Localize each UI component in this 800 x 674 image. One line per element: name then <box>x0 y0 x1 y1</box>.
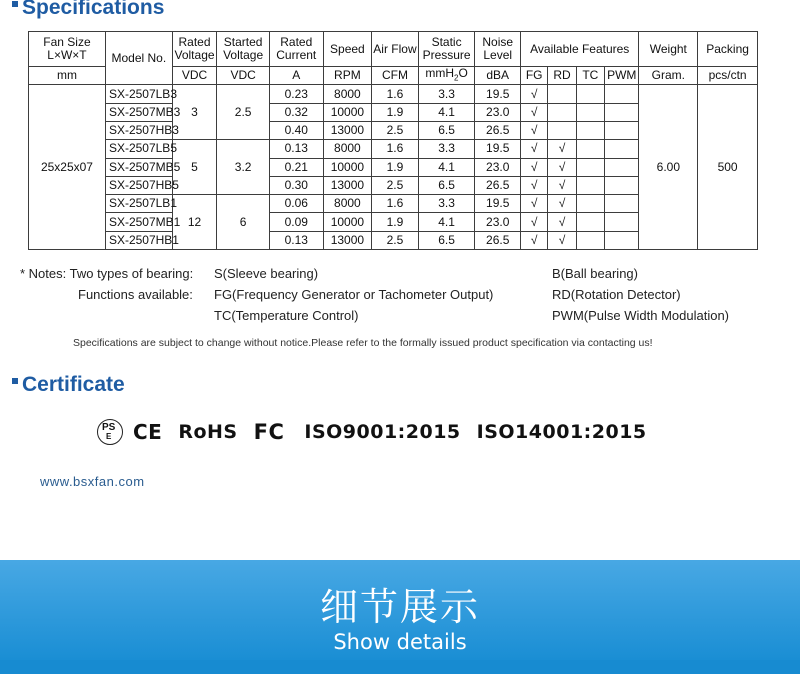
air-flow-cell: 1.9 <box>372 103 419 121</box>
air-flow-cell: 2.5 <box>372 176 419 194</box>
header-noise-level: Noise Level <box>475 32 521 67</box>
weight-cell: 6.00 <box>639 85 698 250</box>
header-static-pressure: Static Pressure <box>418 32 475 67</box>
air-flow-cell: 1.6 <box>372 195 419 213</box>
started-voltage-cell: 6 <box>217 195 270 250</box>
header-packing: Packing <box>698 32 758 67</box>
header-available-features: Available Features <box>520 32 638 67</box>
specifications-title: Specifications <box>22 0 165 19</box>
speed-cell: 8000 <box>323 195 372 213</box>
pwm-cell <box>605 176 639 194</box>
noise-level-cell: 23.0 <box>475 213 521 231</box>
certificate-heading <box>12 374 125 395</box>
air-flow-cell: 1.9 <box>372 158 419 176</box>
rd-cell: √ <box>548 158 576 176</box>
header-rated-voltage: Rated Voltage <box>172 32 217 67</box>
static-pressure-cell: 3.3 <box>418 85 475 103</box>
rated-current-cell: 0.21 <box>269 158 323 176</box>
notes-bearing-label: * Notes: Two types of bearing: <box>20 266 194 281</box>
certificate-logos <box>97 418 647 446</box>
air-flow-cell: 2.5 <box>372 121 419 139</box>
tc-cell <box>576 103 604 121</box>
fan-size-cell: 25x25x07 <box>29 85 106 250</box>
iso14001-mark: ISO14001:2015 <box>476 421 647 443</box>
unit-fg: FG <box>520 67 547 85</box>
website-link[interactable]: www.bsxfan.com <box>40 474 145 489</box>
pwm-cell <box>605 140 639 158</box>
notes-tc: TC(Temperature Control) <box>214 308 359 323</box>
banner-subtitle: Show details <box>333 630 467 654</box>
model-cell: SX-2507HB5 <box>105 176 172 194</box>
rated-voltage-cell: 5 <box>172 140 217 195</box>
pwm-cell <box>605 121 639 139</box>
tc-cell <box>576 158 604 176</box>
tc-cell <box>576 140 604 158</box>
certificate-title: Certificate <box>22 373 125 396</box>
static-pressure-cell: 6.5 <box>418 121 475 139</box>
notes-rd: RD(Rotation Detector) <box>552 287 681 302</box>
notes-functions-label: Functions available: <box>78 287 193 302</box>
table-row <box>29 85 758 103</box>
disclaimer-text: Specifications are subject to change without notice.Please refer to the formally issued product specification via contacting us! <box>73 337 653 349</box>
unit-speed: RPM <box>323 67 372 85</box>
unit-fan-size: mm <box>29 67 106 85</box>
tc-cell <box>576 176 604 194</box>
noise-level-cell: 26.5 <box>475 121 521 139</box>
iso9001-mark: ISO9001:2015 <box>304 421 461 443</box>
static-pressure-cell: 4.1 <box>418 213 475 231</box>
specifications-heading <box>12 0 164 18</box>
rated-current-cell: 0.09 <box>269 213 323 231</box>
model-cell: SX-2507HB1 <box>105 231 172 249</box>
air-flow-cell: 1.9 <box>372 213 419 231</box>
unit-weight: Gram. <box>639 67 698 85</box>
air-flow-cell: 2.5 <box>372 231 419 249</box>
tc-cell <box>576 213 604 231</box>
pwm-cell <box>605 213 639 231</box>
static-pressure-cell: 6.5 <box>418 176 475 194</box>
fc-mark: FC <box>253 420 285 444</box>
table-header-row <box>29 32 758 67</box>
model-cell: SX-2507HB3 <box>105 121 172 139</box>
unit-started-voltage: VDC <box>217 67 270 85</box>
rd-cell: √ <box>548 213 576 231</box>
rated-voltage-cell: 3 <box>172 85 217 140</box>
header-speed: Speed <box>323 32 372 67</box>
notes-pwm: PWM(Pulse Width Modulation) <box>552 308 729 323</box>
speed-cell: 13000 <box>323 121 372 139</box>
static-pressure-cell: 3.3 <box>418 195 475 213</box>
header-rated-current: Rated Current <box>269 32 323 67</box>
unit-pwm: PWM <box>605 67 639 85</box>
pwm-cell <box>605 85 639 103</box>
noise-level-cell: 19.5 <box>475 85 521 103</box>
speed-cell: 8000 <box>323 140 372 158</box>
tc-cell <box>576 121 604 139</box>
specifications-table <box>28 31 758 250</box>
rated-current-cell: 0.40 <box>269 121 323 139</box>
speed-cell: 10000 <box>323 213 372 231</box>
air-flow-cell: 1.6 <box>372 140 419 158</box>
header-air-flow: Air Flow <box>372 32 419 67</box>
static-pressure-cell: 3.3 <box>418 140 475 158</box>
speed-cell: 10000 <box>323 158 372 176</box>
pwm-cell <box>605 158 639 176</box>
pwm-cell <box>605 103 639 121</box>
rd-cell: √ <box>548 176 576 194</box>
tc-cell <box>576 85 604 103</box>
notes-ball: B(Ball bearing) <box>552 266 638 281</box>
noise-level-cell: 26.5 <box>475 231 521 249</box>
bullet-square-icon <box>12 378 18 384</box>
static-pressure-cell: 6.5 <box>418 231 475 249</box>
fg-cell: √ <box>520 158 547 176</box>
fg-cell: √ <box>520 195 547 213</box>
unit-packing: pcs/ctn <box>698 67 758 85</box>
banner-title: 细节展示 <box>319 585 480 629</box>
static-pressure-cell: 4.1 <box>418 158 475 176</box>
noise-level-cell: 23.0 <box>475 158 521 176</box>
bullet-square-icon <box>12 1 18 7</box>
rated-current-cell: 0.13 <box>269 231 323 249</box>
unit-rated-voltage: VDC <box>172 67 217 85</box>
rated-current-cell: 0.32 <box>269 103 323 121</box>
model-cell: SX-2507MB3 <box>105 103 172 121</box>
pwm-cell <box>605 231 639 249</box>
pwm-cell <box>605 195 639 213</box>
started-voltage-cell: 2.5 <box>217 85 270 140</box>
model-cell: SX-2507LB1 <box>105 195 172 213</box>
model-cell: SX-2507LB5 <box>105 140 172 158</box>
rated-voltage-cell: 12 <box>172 195 217 250</box>
pse-mark-icon: PS E <box>97 419 123 445</box>
rd-cell: √ <box>548 231 576 249</box>
header-fan-size: Fan Size L×W×T <box>29 32 106 67</box>
rated-current-cell: 0.30 <box>269 176 323 194</box>
started-voltage-cell: 3.2 <box>217 140 270 195</box>
speed-cell: 13000 <box>323 176 372 194</box>
fg-cell: √ <box>520 231 547 249</box>
speed-cell: 10000 <box>323 103 372 121</box>
fg-cell: √ <box>520 85 547 103</box>
air-flow-cell: 1.6 <box>372 85 419 103</box>
rd-cell <box>548 85 576 103</box>
fg-cell: √ <box>520 103 547 121</box>
unit-noise-level: dBA <box>475 67 521 85</box>
rd-cell: √ <box>548 140 576 158</box>
speed-cell: 8000 <box>323 85 372 103</box>
unit-tc: TC <box>576 67 604 85</box>
tc-cell <box>576 231 604 249</box>
unit-rated-current: A <box>269 67 323 85</box>
unit-static-pressure: mmH$_2$O <box>418 67 475 85</box>
speed-cell: 13000 <box>323 231 372 249</box>
unit-air-flow: CFM <box>372 67 419 85</box>
noise-level-cell: 19.5 <box>475 195 521 213</box>
model-cell: SX-2507MB1 <box>105 213 172 231</box>
model-cell: SX-2507LB3 <box>105 85 172 103</box>
static-pressure-cell: 4.1 <box>418 103 475 121</box>
fg-cell: √ <box>520 213 547 231</box>
tc-cell <box>576 195 604 213</box>
unit-rd: RD <box>548 67 576 85</box>
fg-cell: √ <box>520 140 547 158</box>
fg-cell: √ <box>520 121 547 139</box>
rated-current-cell: 0.06 <box>269 195 323 213</box>
rohs-mark: RoHS <box>178 421 238 443</box>
rd-cell <box>548 121 576 139</box>
noise-level-cell: 26.5 <box>475 176 521 194</box>
noise-level-cell: 19.5 <box>475 140 521 158</box>
noise-level-cell: 23.0 <box>475 103 521 121</box>
ce-mark: CE <box>133 420 163 444</box>
packing-cell: 500 <box>698 85 758 250</box>
fg-cell: √ <box>520 176 547 194</box>
banner-bottom-strip <box>0 660 800 674</box>
header-weight: Weight <box>639 32 698 67</box>
rated-current-cell: 0.23 <box>269 85 323 103</box>
notes-sleeve: S(Sleeve bearing) <box>214 266 319 281</box>
rd-cell <box>548 103 576 121</box>
header-started-voltage: Started Voltage <box>217 32 270 67</box>
header-model-no: Model No. <box>105 32 172 85</box>
model-cell: SX-2507MB5 <box>105 158 172 176</box>
rated-current-cell: 0.13 <box>269 140 323 158</box>
notes-fg: FG(Frequency Generator or Tachometer Output) <box>214 287 494 302</box>
rd-cell: √ <box>548 195 576 213</box>
